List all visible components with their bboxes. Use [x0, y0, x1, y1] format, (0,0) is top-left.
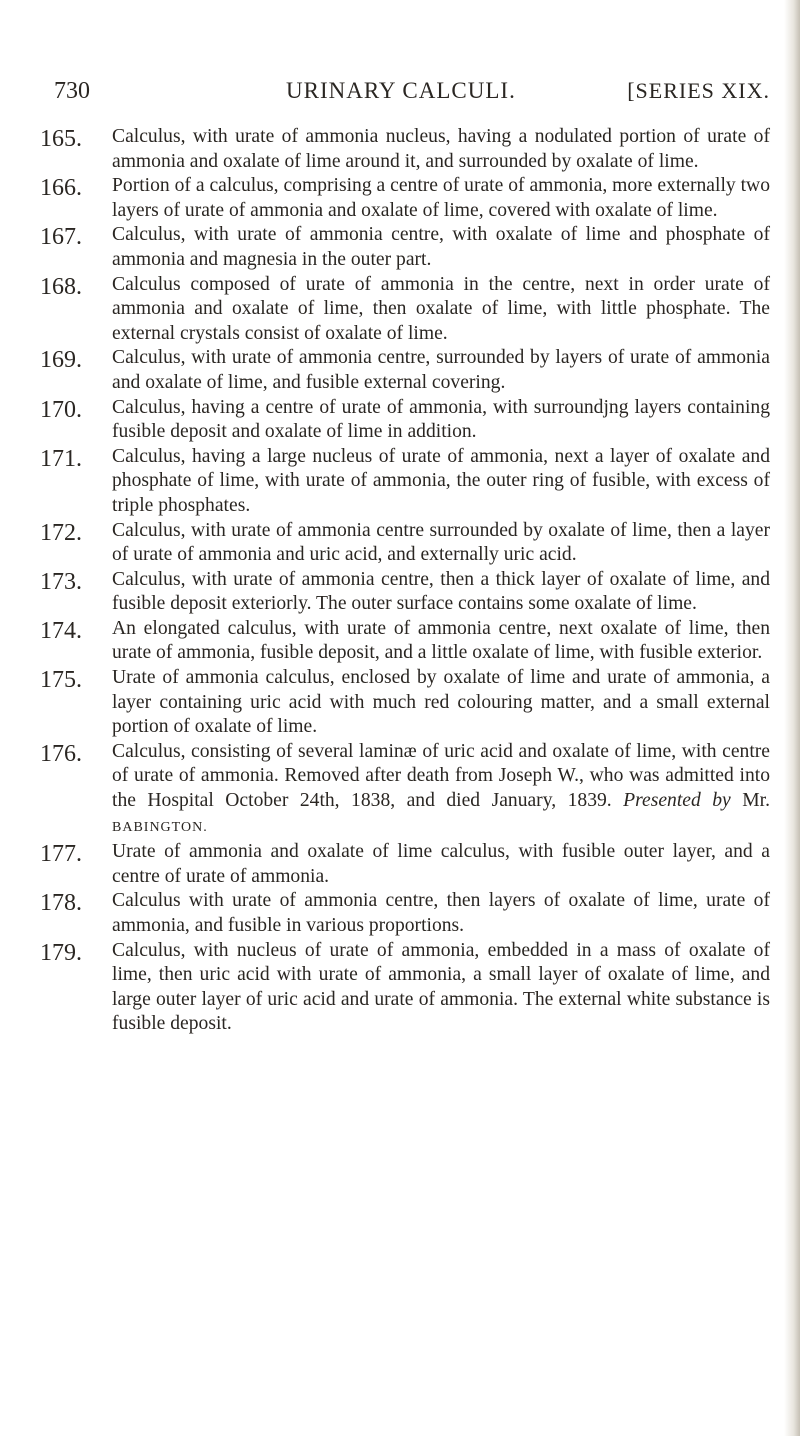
entry-number: 176. — [40, 740, 82, 767]
entry-number: 178. — [40, 890, 82, 917]
entry-172 — [40, 519, 770, 568]
series-label: [SERIES XIX. — [627, 78, 770, 103]
entry-text: Calculus, with urate of ammonia nucleus, having a nodulated portion of urate of ammonia and oxalate of lime around it, and surrounded by oxalate of lime. — [112, 126, 770, 172]
donor-name: BABINGTON. — [112, 819, 208, 835]
entry-171 — [40, 445, 770, 519]
entry-165 — [40, 125, 770, 174]
entry-text: Calculus with urate of ammonia centre, then layers of oxalate of lime, urate of ammonia, and fusible in various proportions. — [112, 890, 770, 936]
entry-number: 177. — [40, 841, 82, 868]
entry-text: An elongated calculus, with urate of ammonia centre, next oxalate of lime, then urate of ammonia, fusible deposit, and a little oxalate of lime, with fusible exterior. — [112, 617, 770, 664]
entry-text — [112, 740, 770, 840]
page-edge-shadow — [784, 0, 800, 1436]
running-title: URINARY CALCULI. — [286, 78, 516, 103]
entry-number: 172. — [40, 519, 82, 546]
entry-168 — [40, 273, 770, 347]
entry-text: Calculus, with urate of ammonia centre surrounded by oxalate of lime, then a layer of urate of ammonia and uric acid, and externally uric acid. — [112, 519, 770, 566]
donor-title: Mr. — [742, 790, 771, 812]
entry-number: 174. — [40, 617, 82, 644]
entry-text: Calculus, having a large nucleus of urate of ammonia, next a layer of oxalate and phosphate of lime, with urate of ammonia, the outer ring of fusible, with excess of triple phosphates. — [112, 445, 770, 516]
entry-text: Calculus, with urate of ammonia centre, then a thick layer of oxalate of lime, and fusible deposit exteriorly. The outer surface contains some oxalate of lime. — [112, 568, 770, 615]
entry-179 — [40, 939, 770, 1037]
catalogue-entries — [40, 125, 770, 1037]
entry-167 — [40, 223, 770, 272]
entry-177 — [40, 840, 770, 889]
running-header — [54, 78, 770, 112]
entry-number: 167. — [40, 224, 82, 251]
entry-number: 179. — [40, 939, 82, 966]
entry-178 — [40, 889, 770, 938]
entry-text: Calculus composed of urate of ammonia in the centre, next in order urate of ammonia and oxalate of lime, then oxalate of lime, with little phosphate. The external crystals consist of oxalate of lime. — [112, 273, 770, 344]
entry-number: 173. — [40, 568, 82, 595]
entry-number: 166. — [40, 175, 82, 202]
entry-number: 168. — [40, 273, 82, 300]
entry-text: Calculus, with urate of ammonia centre, with oxalate of lime and phosphate of ammonia and magnesia in the outer part. — [112, 224, 770, 270]
entry-174 — [40, 617, 770, 666]
entry-169 — [40, 346, 770, 395]
entry-number: 165. — [40, 126, 82, 152]
entry-166 — [40, 174, 770, 223]
entry-text: Portion of a calculus, comprising a centre of urate of ammonia, more externally two layers of urate of ammonia and oxalate of lime, covered with oxalate of lime. — [112, 175, 770, 221]
entry-text: Urate of ammonia and oxalate of lime calculus, with fusible outer layer, and a centre of urate of ammonia. — [112, 841, 770, 887]
entry-number: 170. — [40, 396, 82, 423]
entry-text: Calculus, with urate of ammonia centre, surrounded by layers of urate of ammonia and oxalate of lime, and fusible external covering. — [112, 347, 770, 393]
entry-170 — [40, 396, 770, 445]
entry-176 — [40, 740, 770, 840]
entry-number: 171. — [40, 445, 82, 472]
entry-175 — [40, 666, 770, 740]
entry-text: Urate of ammonia calculus, enclosed by oxalate of lime and urate of ammonia, a layer containing uric acid with much red colouring matter, and a small external portion of oxalate of lime. — [112, 667, 770, 738]
entry-number: 175. — [40, 667, 82, 694]
entry-number: 169. — [40, 347, 82, 374]
entry-173 — [40, 568, 770, 617]
entry-text: Calculus, with nucleus of urate of ammonia, embedded in a mass of oxalate of lime, then uric acid with urate of ammonia, a small layer of oxalate of lime, and large outer layer of uric acid and urate of ammonia. The external white substance is fusible deposit. — [112, 939, 770, 1035]
entry-body: Calculus, consisting of several laminæ of uric acid and oxalate of lime, with centre of urate of ammonia. Removed after death from Joseph W., who was admitted into the Hospital October 24th, 1838, and died January, 1839. — [112, 740, 770, 812]
presented-by-label: Presented by — [623, 790, 731, 812]
entry-text: Calculus, having a centre of urate of ammonia, with surroundjng layers containing fusible deposit and oxalate of lime in addition. — [112, 396, 770, 443]
page-number: 730 — [54, 78, 90, 104]
